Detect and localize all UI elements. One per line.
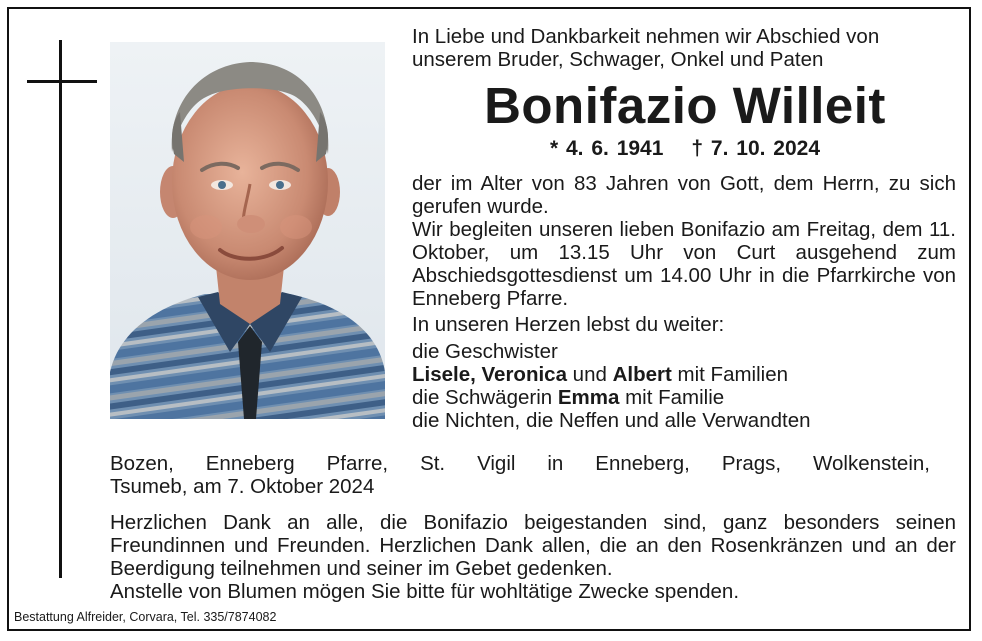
life-dates	[412, 137, 958, 161]
siblings-line	[412, 363, 958, 386]
siblings-names-b: Albert	[612, 363, 672, 386]
donation-request: Anstelle von Blumen mögen Sie bitte für wohltätige Zwecke spenden.	[110, 580, 740, 603]
portrait-photo	[110, 42, 385, 419]
place-line-1: Bozen, Enneberg Pfarre, St. Vigil in Enneberg, Prags, Wolkenstein,	[110, 452, 930, 475]
announcement-paragraph-1: der im Alter von 83 Jahren von Gott, dem Herrn, zu sich gerufen wurde.	[412, 172, 956, 218]
thanks-block	[110, 511, 956, 603]
deceased-name: Bonifazio Willeit	[484, 77, 886, 134]
intro-text	[412, 25, 958, 71]
announcement-paragraph-2: Wir begleiten unseren lieben Bonifazio am Freitag, dem 11. Oktober, um 13.15 Uhr von Curt ausgehend zum Abschiedsgottesdienst um 14.00 Uhr in die Pfarrkirche von Enneberg Pfarre.	[412, 218, 956, 310]
siblings-and: und	[566, 363, 613, 386]
siblings-names-a: Lisele, Veronica	[412, 363, 567, 386]
cross-vertical-bar	[59, 40, 62, 578]
siblings-label: die Geschwister	[412, 340, 558, 363]
mourners-heading: In unseren Herzen lebst du weiter:	[412, 313, 725, 336]
thanks-paragraph: Herzlichen Dank an alle, die Bonifazio beigestanden sind, ganz besonders seinen Freundinnen und Freunden. Herzlichen Dank allen, die an den Rosenkränzen und an der Beerdigung teilnehmen und seiner im Gebet gedenken.	[110, 511, 956, 580]
death-date: † 7. 10. 2024	[691, 137, 821, 160]
sister-in-law-line	[412, 386, 958, 409]
sister-in-law-prefix: die Schwägerin	[412, 386, 558, 409]
portrait-illustration	[110, 42, 385, 419]
intro-line-1: In Liebe und Dankbarkeit nehmen wir Abschied von	[412, 25, 880, 48]
siblings-suffix: mit Familien	[671, 363, 789, 386]
announcement-body	[412, 172, 956, 310]
mourners-block	[412, 313, 958, 432]
sister-in-law-name: Emma	[557, 386, 620, 409]
intro-line-2: unserem Bruder, Schwager, Onkel und Paten	[412, 48, 824, 71]
sister-in-law-suffix: mit Familie	[619, 386, 725, 409]
undertaker-info: Bestattung Alfreider, Corvara, Tel. 335/7874082	[14, 610, 277, 624]
place-line-2: Tsumeb, am 7. Oktober 2024	[110, 475, 375, 498]
cross-horizontal-bar	[27, 80, 97, 83]
birth-date: * 4. 6. 1941	[549, 137, 664, 160]
relatives-line: die Nichten, die Neffen und alle Verwandten	[412, 409, 811, 432]
place-and-date	[110, 452, 930, 498]
